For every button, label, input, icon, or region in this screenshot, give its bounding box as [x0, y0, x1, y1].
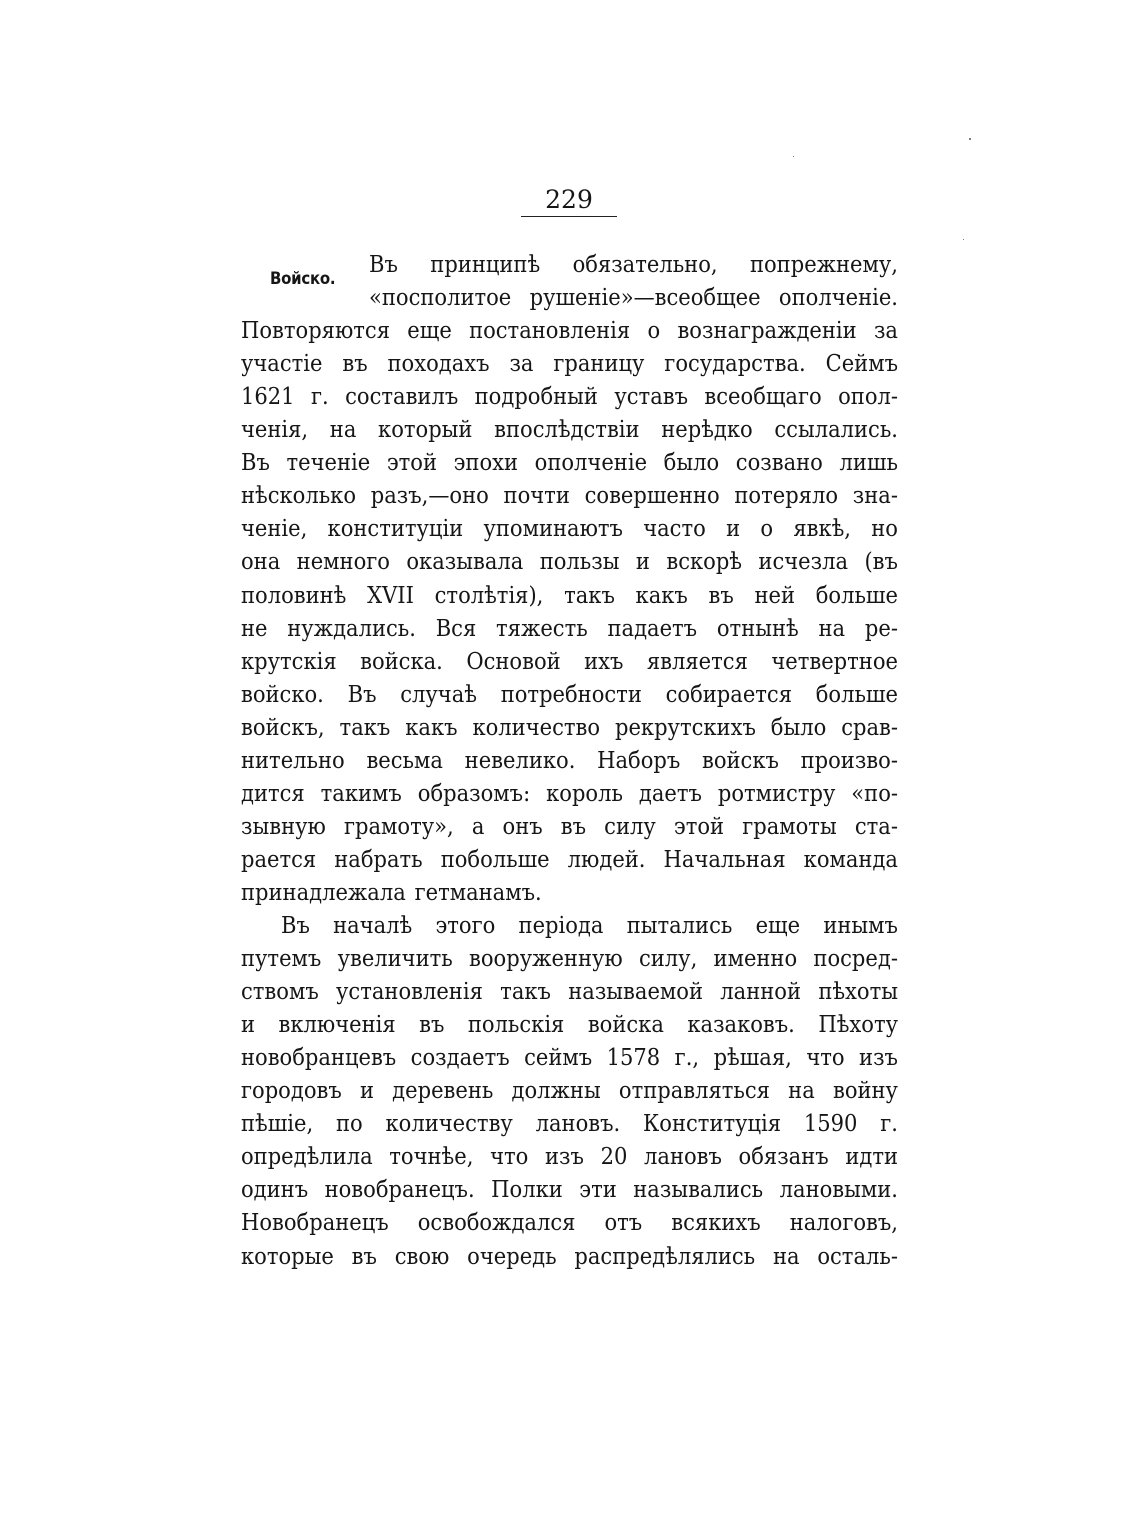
text-line: опредѣлила точнѣе, что изъ 20 лановъ обязанъ идти: [241, 1142, 898, 1171]
text-line: пѣшіе, по количеству лановъ. Конституція 1590 г.: [241, 1109, 898, 1138]
text-line: и включенія въ польскія войска казаковъ. Пѣхоту: [241, 1010, 898, 1039]
text-line: ствомъ установленія такъ называемой ланной пѣхоты: [241, 977, 898, 1006]
scan-speck: [793, 156, 794, 157]
text-line: принадлежала гетманамъ.: [241, 877, 542, 906]
text-line: Повторяются еще постановленія о вознагражденіи за: [241, 316, 898, 345]
text-line: одинъ новобранецъ. Полки эти назывались лановыми.: [241, 1175, 898, 1204]
text-line: «посполитое рушеніе»—всеобщее ополченіе.: [369, 283, 898, 312]
text-line: Въ началѣ этого періода пытались еще инымъ: [281, 911, 898, 939]
text-line: дится такимъ образомъ: король даетъ ротмистру «по-: [241, 778, 898, 807]
scan-speck: [963, 239, 964, 240]
text-line: городовъ и деревень должны отправляться на войну: [241, 1076, 898, 1105]
text-line: нѣсколько разъ,—оно почти совершенно потеряло зна-: [241, 481, 898, 510]
text-line: Въ теченіе этой эпохи ополченіе было созвано лишь: [241, 448, 898, 477]
text-line: новобранцевъ создаетъ сеймъ 1578 г., рѣшая, что изъ: [241, 1043, 898, 1072]
text-line: путемъ увеличить вооруженную силу, именно посред-: [241, 944, 898, 973]
text-line: Въ принципѣ обязательно, попрежнему,: [369, 250, 898, 278]
text-line: Новобранецъ освобождался отъ всякихъ налоговъ,: [241, 1208, 898, 1237]
margin-note: Войско.: [270, 269, 336, 289]
text-line: рается набрать побольше людей. Начальная команда: [241, 844, 898, 873]
text-line: крутскія войска. Основой ихъ является четвертное: [241, 646, 898, 675]
text-line: которые въ свою очередь распредѣлялись на осталь-: [241, 1241, 898, 1270]
text-line: 1621 г. составилъ подробный уставъ всеобщаго опол-: [241, 382, 898, 411]
text-line: нительно весьма невелико. Наборъ войскъ произво-: [241, 745, 898, 774]
text-line: ченія, на который впослѣдствіи нерѣдко ссылались.: [241, 415, 898, 444]
page-number-rule: [521, 216, 617, 217]
text-line: она немного оказывала пользы и вскорѣ исчезла (въ: [241, 547, 898, 576]
text-line: войско. Въ случаѣ потребности собирается больше: [241, 679, 898, 708]
text-line: не нуждались. Вся тяжесть падаетъ отнынѣ на ре-: [241, 613, 898, 642]
scan-speck: [969, 138, 971, 140]
text-line: войскъ, такъ какъ количество рекрутскихъ было срав-: [241, 712, 898, 741]
text-line: участіе въ походахъ за границу государства. Сеймъ: [241, 349, 898, 378]
text-line: ченіе, конституціи упоминаютъ часто и о явкѣ, но: [241, 514, 898, 543]
text-line: зывную грамоту», а онъ въ силу этой грамоты ста-: [241, 811, 898, 840]
page-number: 229: [545, 185, 593, 214]
text-line: половинѣ XVII столѣтія), такъ какъ въ ней больше: [241, 580, 898, 609]
